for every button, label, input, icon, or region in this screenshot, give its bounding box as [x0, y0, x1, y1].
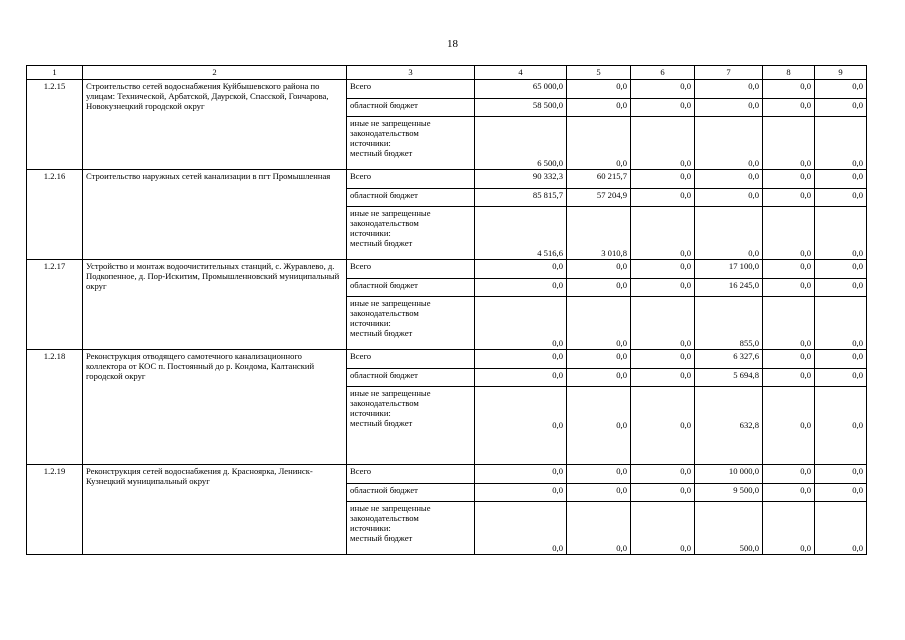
source-label-line: источники: [350, 408, 391, 419]
value-cell: 0,0 [631, 207, 695, 260]
value-cell: 0,0 [763, 350, 815, 369]
source-label-local: местный бюджет [350, 238, 413, 249]
value-cell: 0,0 [567, 387, 631, 465]
value-cell: 0,0 [475, 279, 567, 297]
value-cell: 0,0 [695, 189, 763, 207]
source-label-total: Всего [347, 80, 475, 99]
value-cell: 0,0 [815, 369, 867, 387]
value-cell: 0,0 [815, 465, 867, 484]
row-name: Строительство наружных сетей канализации в пгт Промышленная [83, 170, 347, 260]
value-cell: 0,0 [475, 387, 567, 465]
value-cell: 0,0 [631, 260, 695, 279]
page-number: 18 [447, 38, 458, 50]
value-cell: 0,0 [695, 117, 763, 170]
value-cell: 0,0 [763, 170, 815, 189]
value-cell: 0,0 [695, 99, 763, 117]
row-name: Реконструкция отводящего самотечного канализационного коллектора от КОС п. Постоянный до р. Кондома, Калтанский городской округ [83, 350, 347, 465]
value-cell: 0,0 [567, 484, 631, 502]
value-cell: 60 215,7 [567, 170, 631, 189]
value-cell: 632,8 [695, 387, 763, 465]
value-cell: 0,0 [763, 99, 815, 117]
value-cell: 0,0 [763, 465, 815, 484]
source-label-total: Всего [347, 465, 475, 484]
source-label-other [347, 297, 475, 350]
value-cell: 0,0 [631, 465, 695, 484]
value-cell: 0,0 [567, 502, 631, 555]
value-cell: 0,0 [763, 207, 815, 260]
budget-table [26, 65, 867, 555]
column-header: 1 [27, 66, 83, 80]
source-label-other [347, 207, 475, 260]
value-cell: 0,0 [631, 80, 695, 99]
source-label-line: законодательством [350, 513, 419, 524]
source-label-total: Всего [347, 170, 475, 189]
value-cell: 0,0 [815, 297, 867, 350]
source-label-total: Всего [347, 350, 475, 369]
value-cell: 0,0 [815, 99, 867, 117]
row-name: Строительство сетей водоснабжения Куйбышевского района по улицам: Технической, Арбатской, Даурской, Спасской, Гончарова, Новокузнецкий городской округ [83, 80, 347, 170]
source-label-line: законодательством [350, 218, 419, 229]
source-label-line: иные не запрещенные [350, 208, 431, 218]
value-cell: 0,0 [475, 484, 567, 502]
value-cell: 16 245,0 [695, 279, 763, 297]
source-label-local: местный бюджет [350, 148, 413, 159]
value-cell: 0,0 [815, 189, 867, 207]
value-cell: 0,0 [815, 260, 867, 279]
value-cell: 0,0 [631, 484, 695, 502]
value-cell: 5 694,8 [695, 369, 763, 387]
source-label-other [347, 502, 475, 555]
value-cell: 0,0 [567, 369, 631, 387]
value-cell: 0,0 [631, 117, 695, 170]
value-cell: 0,0 [763, 502, 815, 555]
value-cell: 6 500,0 [475, 117, 567, 170]
table-row [27, 465, 867, 484]
value-cell: 0,0 [763, 387, 815, 465]
value-cell: 0,0 [475, 297, 567, 350]
value-cell: 3 010,8 [567, 207, 631, 260]
value-cell: 0,0 [695, 207, 763, 260]
value-cell: 0,0 [475, 502, 567, 555]
table-row [27, 260, 867, 279]
value-cell: 0,0 [631, 350, 695, 369]
source-label-line: иные не запрещенные [350, 388, 431, 398]
value-cell: 0,0 [567, 99, 631, 117]
source-label-local: местный бюджет [350, 418, 413, 429]
source-label-line: законодательством [350, 398, 419, 409]
value-cell: 0,0 [695, 170, 763, 189]
row-code: 1.2.15 [27, 80, 83, 170]
source-label-regional: областной бюджет [347, 189, 475, 207]
value-cell: 0,0 [763, 484, 815, 502]
column-header: 5 [567, 66, 631, 80]
value-cell: 0,0 [567, 260, 631, 279]
value-cell: 0,0 [567, 350, 631, 369]
value-cell: 0,0 [631, 387, 695, 465]
value-cell: 0,0 [475, 465, 567, 484]
table-row [27, 350, 867, 369]
value-cell: 58 500,0 [475, 99, 567, 117]
column-header: 9 [815, 66, 867, 80]
table-row [27, 80, 867, 99]
value-cell: 0,0 [631, 170, 695, 189]
value-cell: 10 000,0 [695, 465, 763, 484]
value-cell: 0,0 [567, 297, 631, 350]
source-label-regional: областной бюджет [347, 484, 475, 502]
source-label-regional: областной бюджет [347, 279, 475, 297]
value-cell: 0,0 [763, 80, 815, 99]
value-cell: 0,0 [475, 350, 567, 369]
value-cell: 0,0 [567, 117, 631, 170]
value-cell: 0,0 [631, 502, 695, 555]
value-cell: 90 332,3 [475, 170, 567, 189]
value-cell: 0,0 [815, 207, 867, 260]
value-cell: 0,0 [567, 80, 631, 99]
source-label-line: законодательством [350, 308, 419, 319]
source-label-other [347, 117, 475, 170]
value-cell: 17 100,0 [695, 260, 763, 279]
source-label-regional: областной бюджет [347, 369, 475, 387]
value-cell: 0,0 [475, 369, 567, 387]
value-cell: 0,0 [815, 170, 867, 189]
source-label-line: источники: [350, 523, 391, 534]
value-cell: 9 500,0 [695, 484, 763, 502]
value-cell: 855,0 [695, 297, 763, 350]
value-cell: 85 815,7 [475, 189, 567, 207]
value-cell: 0,0 [695, 80, 763, 99]
value-cell: 0,0 [631, 99, 695, 117]
value-cell: 0,0 [815, 117, 867, 170]
value-cell: 0,0 [815, 350, 867, 369]
value-cell: 0,0 [815, 484, 867, 502]
column-header: 7 [695, 66, 763, 80]
source-label-other [347, 387, 475, 465]
row-name: Устройство и монтаж водоочистительных станций, с. Журавлево, д. Подкопенное, д. Пор-Искитим, Промышленновский муниципальный округ [83, 260, 347, 350]
source-label-line: законодательством [350, 128, 419, 139]
source-label-total: Всего [347, 260, 475, 279]
value-cell: 4 516,6 [475, 207, 567, 260]
column-header: 3 [347, 66, 475, 80]
value-cell: 0,0 [815, 80, 867, 99]
value-cell: 0,0 [631, 369, 695, 387]
source-label-local: местный бюджет [350, 328, 413, 339]
source-label-line: источники: [350, 138, 391, 149]
column-header: 2 [83, 66, 347, 80]
value-cell: 65 000,0 [475, 80, 567, 99]
value-cell: 0,0 [763, 369, 815, 387]
column-header: 4 [475, 66, 567, 80]
source-label-line: иные не запрещенные [350, 118, 431, 128]
value-cell: 0,0 [475, 260, 567, 279]
value-cell: 0,0 [567, 279, 631, 297]
value-cell: 0,0 [631, 189, 695, 207]
value-cell: 6 327,6 [695, 350, 763, 369]
row-code: 1.2.19 [27, 465, 83, 555]
source-label-line: источники: [350, 318, 391, 329]
column-header: 6 [631, 66, 695, 80]
source-label-line: иные не запрещенные [350, 298, 431, 308]
value-cell: 0,0 [631, 279, 695, 297]
source-label-regional: областной бюджет [347, 99, 475, 117]
row-code: 1.2.16 [27, 170, 83, 260]
source-label-line: источники: [350, 228, 391, 239]
value-cell: 0,0 [815, 502, 867, 555]
value-cell: 57 204,9 [567, 189, 631, 207]
source-label-line: иные не запрещенные [350, 503, 431, 513]
row-code: 1.2.18 [27, 350, 83, 465]
table-row [27, 170, 867, 189]
value-cell: 0,0 [631, 297, 695, 350]
header-row [27, 66, 867, 80]
value-cell: 0,0 [815, 279, 867, 297]
value-cell: 0,0 [763, 117, 815, 170]
value-cell: 0,0 [815, 387, 867, 465]
value-cell: 0,0 [567, 465, 631, 484]
value-cell: 500,0 [695, 502, 763, 555]
column-header: 8 [763, 66, 815, 80]
row-code: 1.2.17 [27, 260, 83, 350]
value-cell: 0,0 [763, 260, 815, 279]
source-label-local: местный бюджет [350, 533, 413, 544]
value-cell: 0,0 [763, 189, 815, 207]
value-cell: 0,0 [763, 297, 815, 350]
row-name: Реконструкция сетей водоснабжения д. Красноярка, Ленинск-Кузнецкий муниципальный округ [83, 465, 347, 555]
value-cell: 0,0 [763, 279, 815, 297]
